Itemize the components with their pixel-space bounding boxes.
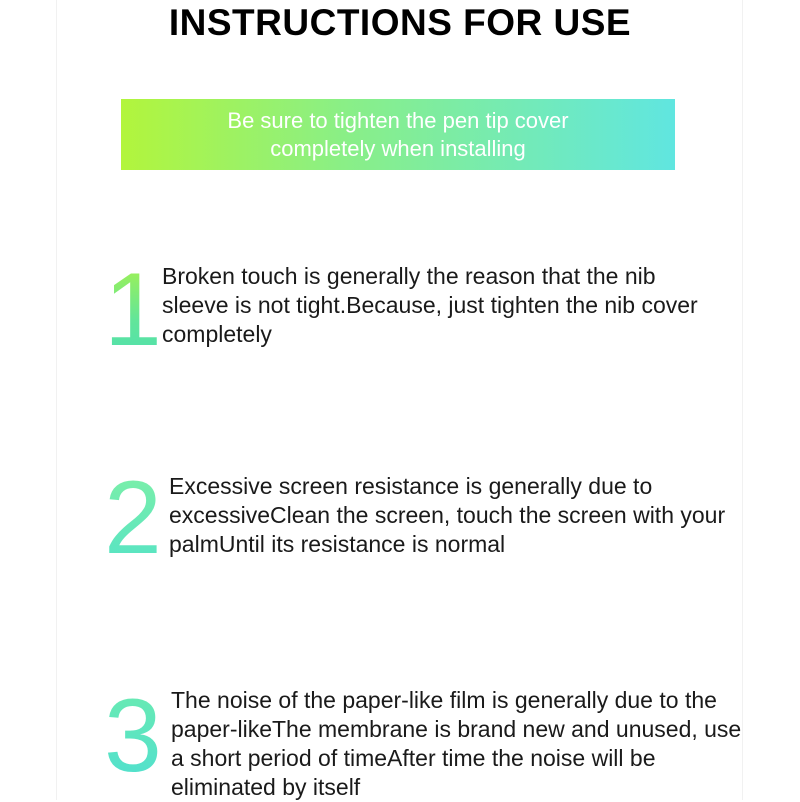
panel-edge-right [742,0,743,800]
tip-banner-text: Be sure to tighten the pen tip cover completely when installing [227,107,569,161]
step-2-text: Excessive screen resistance is generally due to excessiveClean the screen, touch the screen with your palmUntil its resistance is normal [169,473,726,557]
tip-banner [121,99,675,170]
page-title: INSTRUCTIONS FOR USE [168,2,632,43]
step-2-number: 2 [104,460,162,576]
step-1-number: 1 [104,252,158,368]
step-3-number: 3 [104,678,162,794]
step-3-text: The noise of the paper-like film is generally due to the paper-likeThe membrane is brand new and unused, use a short period of timeAfter time the noise will be eliminated by itself [171,687,742,800]
panel-edge-left [56,0,57,800]
step-1-text: Broken touch is generally the reason that the nib sleeve is not tight.Because, just tighten the nib cover completely [162,263,698,347]
